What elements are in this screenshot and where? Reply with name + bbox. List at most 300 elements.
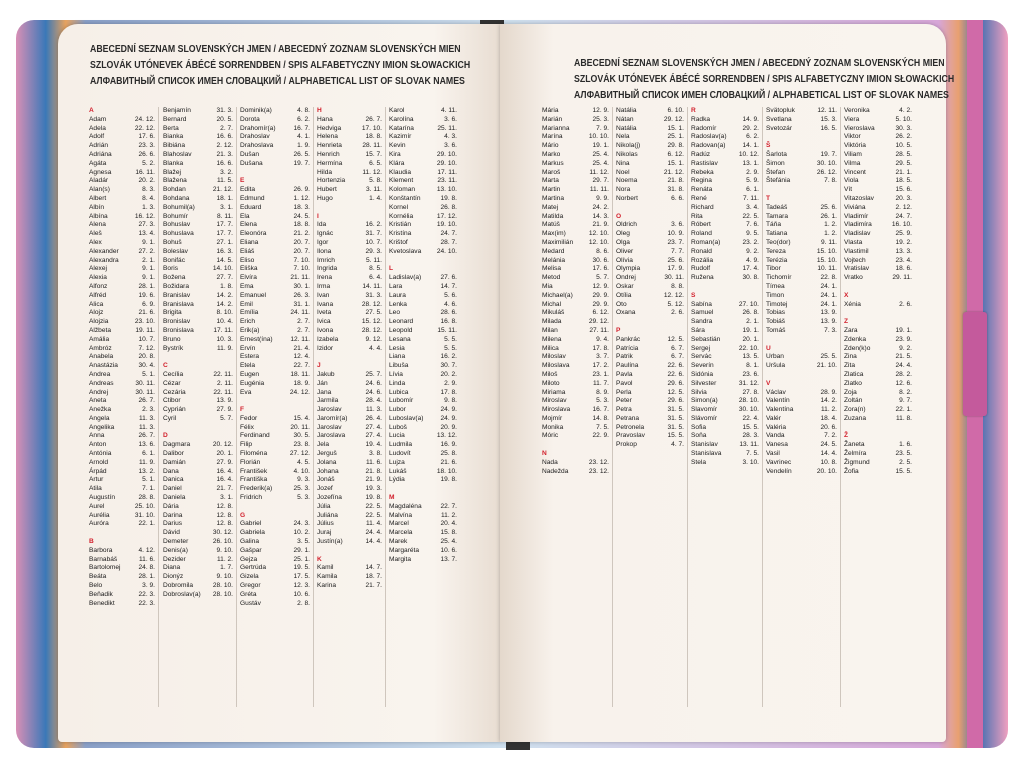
name-entry: [240, 485, 310, 494]
name-entry: [542, 292, 609, 301]
name-entry: [616, 169, 684, 178]
name-day-date: 1. 9.: [297, 142, 310, 150]
name-day-date: 18. 1.: [216, 194, 233, 202]
name-text: Aladár: [89, 177, 109, 185]
name-text: Rudolf: [691, 265, 711, 273]
name-entry: [691, 274, 759, 283]
name-text: Aurélia: [89, 511, 110, 519]
name-entry: [844, 213, 912, 222]
name-entry: [766, 459, 837, 468]
name-entry: [163, 336, 233, 345]
name-day-date: 22. 1.: [138, 520, 155, 528]
name-entry: [766, 221, 837, 230]
name-entry: [844, 177, 912, 186]
name-day-date: 31. 12.: [738, 379, 759, 387]
name-text: Sofia: [691, 423, 707, 431]
name-text: Miriama: [542, 388, 566, 396]
name-text: Blažena: [163, 177, 187, 185]
name-day-date: 31. 1.: [293, 300, 310, 308]
name-text: Bohumír: [163, 212, 188, 220]
name-text: Miroslava: [542, 406, 571, 414]
name-entry: [616, 221, 684, 230]
name-text: Alexia: [89, 274, 107, 282]
name-text: Alex: [89, 238, 102, 246]
name-text: Justín(a): [317, 538, 343, 546]
name-day-date: 20. 7.: [293, 247, 310, 255]
names-column-5: [389, 107, 457, 564]
name-day-date: 25. 1.: [667, 133, 684, 141]
name-entry: [691, 125, 759, 134]
name-entry: [89, 353, 155, 362]
name-entry: [844, 397, 912, 406]
name-day-date: 19. 8.: [440, 194, 457, 202]
name-text: Milena: [542, 335, 562, 343]
name-day-date: 19. 6.: [138, 291, 155, 299]
name-entry: [616, 309, 684, 318]
name-entry: [691, 230, 759, 239]
name-text: Alojzia: [89, 318, 109, 326]
name-text: Tadeáš: [766, 203, 788, 211]
name-text: Árpád: [89, 467, 107, 475]
name-day-date: 5. 3.: [596, 397, 609, 405]
name-text: Bohuslava: [163, 230, 194, 238]
name-text: Laura: [389, 291, 406, 299]
name-day-date: 17. 7.: [216, 230, 233, 238]
name-day-date: 17. 7.: [216, 221, 233, 229]
name-day-date: 21. 3.: [216, 150, 233, 158]
name-day-date: 8. 5.: [369, 265, 382, 273]
name-entry: [240, 345, 310, 354]
name-day-date: 24. 9.: [440, 406, 457, 414]
name-text: Dorota: [240, 115, 260, 123]
name-day-date: 15. 5.: [667, 432, 684, 440]
name-entry: [89, 450, 155, 459]
name-entry: [389, 353, 457, 362]
name-entry: [542, 204, 609, 213]
name-text: Viktor: [844, 133, 861, 141]
name-text: Ján: [317, 379, 328, 387]
name-day-date: 17. 8.: [440, 388, 457, 396]
name-day-date: 15. 6.: [895, 186, 912, 194]
name-entry: [616, 362, 684, 371]
name-entry: [542, 221, 609, 230]
letter-heading: P: [616, 326, 621, 334]
name-day-date: 24. 2.: [592, 203, 609, 211]
name-day-date: 10. 6.: [440, 546, 457, 554]
name-day-date: 30. 6.: [592, 256, 609, 264]
letter-heading: L: [389, 265, 394, 273]
name-entry: [317, 389, 382, 398]
name-day-date: 11. 9.: [216, 344, 233, 352]
name-day-date: 4. 9.: [746, 256, 759, 264]
name-entry: [389, 327, 457, 336]
column-divider: [385, 107, 386, 707]
name-day-date: 8. 8.: [671, 282, 684, 290]
name-entry: [766, 406, 837, 415]
name-entry: [240, 389, 310, 398]
name-text: František: [240, 467, 268, 475]
spacer: [240, 503, 310, 512]
name-day-date: 21. 7.: [365, 582, 382, 590]
name-text: Noema: [616, 177, 638, 185]
name-entry: [691, 142, 759, 151]
name-entry: [240, 274, 310, 283]
name-day-date: 29. 2.: [742, 124, 759, 132]
name-entry: [163, 380, 233, 389]
letter-heading: U: [766, 344, 771, 352]
name-entry: [389, 274, 457, 283]
name-entry: [691, 257, 759, 266]
name-entry: [616, 125, 684, 134]
name-day-date: 7. 1.: [142, 485, 155, 493]
name-text: Hilda: [317, 168, 333, 176]
name-text: Jozefína: [317, 494, 342, 502]
name-day-date: 13. 1.: [742, 159, 759, 167]
name-day-date: 18. 3.: [293, 203, 310, 211]
name-text: Ignác: [317, 230, 334, 238]
name-text: Fridrich: [240, 494, 262, 502]
name-text: Jozef: [317, 485, 333, 493]
name-day-date: 10. 12.: [738, 150, 759, 158]
name-entry: [844, 389, 912, 398]
name-text: Gregor: [240, 582, 261, 590]
name-entry: [389, 556, 457, 565]
name-day-date: 3. 5.: [297, 538, 310, 546]
name-text: Zita: [844, 362, 855, 370]
name-day-date: 12. 4.: [293, 353, 310, 361]
name-day-date: 25. 3.: [592, 115, 609, 123]
name-day-date: 26. 6.: [138, 150, 155, 158]
name-text: Diana: [163, 564, 181, 572]
name-entry: [616, 151, 684, 160]
name-text: Stanislav: [691, 441, 718, 449]
name-entry: [389, 239, 457, 248]
name-entry: [89, 248, 155, 257]
name-text: Ctibor: [163, 397, 181, 405]
name-entry: [691, 432, 759, 441]
name-entry: [389, 309, 457, 318]
name-day-date: 26. 7.: [138, 397, 155, 405]
letter-heading: F: [240, 406, 245, 414]
name-entry: [691, 221, 759, 230]
name-day-date: 22. 3.: [138, 590, 155, 598]
name-text: Eleonóra: [240, 230, 267, 238]
name-text: Zara: [844, 326, 858, 334]
name-day-date: 5. 5.: [444, 344, 457, 352]
name-entry: [844, 204, 912, 213]
name-text: Igor: [317, 238, 329, 246]
name-day-date: 5. 11.: [365, 256, 382, 264]
name-text: Jaroslava: [317, 432, 346, 440]
name-day-date: 7. 12.: [138, 344, 155, 352]
letter-heading: X: [844, 291, 849, 299]
name-text: Natália: [616, 107, 637, 114]
names-column-4: [317, 107, 382, 591]
name-entry: [542, 195, 609, 204]
name-text: Lesana: [389, 335, 411, 343]
name-entry: [89, 221, 155, 230]
name-text: Henrich: [317, 150, 340, 158]
name-text: Hana: [317, 115, 333, 123]
name-day-date: 22. 5.: [365, 502, 382, 510]
letter-heading: T: [766, 194, 771, 202]
name-day-date: 16. 7.: [592, 406, 609, 414]
name-entry: [616, 397, 684, 406]
name-text: Oliver: [616, 247, 634, 255]
name-day-date: 24. 6.: [365, 379, 382, 387]
name-day-date: 19. 7.: [820, 150, 837, 158]
name-text: Alexej: [89, 265, 107, 273]
spacer: [844, 309, 912, 318]
name-day-date: 12. 9.: [592, 107, 609, 114]
name-day-date: 16. 4.: [216, 476, 233, 484]
name-day-date: 25. 6.: [820, 203, 837, 211]
name-day-date: 9. 10.: [216, 546, 233, 554]
names-column-9: [766, 107, 837, 476]
name-day-date: 25. 4.: [592, 159, 609, 167]
pen-loop[interactable]: [963, 312, 987, 416]
name-text: Petronela: [616, 423, 645, 431]
name-day-date: 21. 4.: [293, 344, 310, 352]
name-text: Valér: [766, 414, 781, 422]
name-day-date: 22. 7.: [440, 502, 457, 510]
name-day-date: 8. 3.: [142, 186, 155, 194]
name-text: Lenka: [389, 300, 407, 308]
name-text: Servác: [691, 353, 712, 361]
name-text: Táňa: [766, 221, 782, 229]
name-entry: [317, 485, 382, 494]
right-page-title-line-2: SZLOVÁK UTÓNEVEK ÁBÉCÉ SORRENDBEN / SPIS ALFABETYCZNY IMION SŁOWACKICH: [574, 74, 955, 85]
name-text: Belo: [89, 582, 103, 590]
name-day-date: 22. 6.: [667, 362, 684, 370]
name-entry: [163, 582, 233, 591]
spacer: [766, 336, 837, 345]
name-text: Alica: [89, 300, 104, 308]
name-entry: [691, 133, 759, 142]
name-day-date: 16. 5.: [820, 124, 837, 132]
name-day-date: 5. 1.: [142, 476, 155, 484]
name-text: Dobromila: [163, 582, 194, 590]
name-entry: [691, 424, 759, 433]
name-day-date: 24. 1.: [820, 282, 837, 290]
name-day-date: 4. 8.: [297, 107, 310, 114]
name-text: Kristián: [389, 221, 411, 229]
name-text: Monika: [542, 423, 564, 431]
name-day-date: 28. 10.: [212, 582, 233, 590]
name-text: Matilda: [542, 212, 564, 220]
name-text: Bronislava: [163, 326, 194, 334]
name-entry: [691, 371, 759, 380]
name-day-date: 6. 7.: [671, 353, 684, 361]
name-day-date: 12. 10.: [588, 238, 609, 246]
name-entry: [616, 142, 684, 151]
name-entry: [389, 529, 457, 538]
name-text: Tobiáš: [766, 318, 786, 326]
name-entry: [389, 230, 457, 239]
name-text: Jela: [317, 441, 330, 449]
name-text: Alžbeta: [89, 326, 111, 334]
name-day-date: 16. 2.: [440, 353, 457, 361]
name-day-date: 3. 9.: [142, 582, 155, 590]
name-text: Demeter: [163, 538, 189, 546]
name-text: Dária: [163, 502, 179, 510]
name-day-date: 24. 1.: [820, 291, 837, 299]
name-text: Zina: [844, 353, 857, 361]
name-text: Gabriel: [240, 520, 262, 528]
name-day-date: 22. 5.: [742, 212, 759, 220]
name-day-date: 14. 3.: [592, 212, 609, 220]
name-day-date: 23. 2.: [742, 238, 759, 246]
name-text: Margita: [389, 555, 411, 563]
name-day-date: 28. 11.: [362, 142, 382, 150]
name-day-date: 2. 9.: [746, 168, 759, 176]
name-day-date: 11. 6.: [365, 458, 382, 466]
name-entry: [89, 406, 155, 415]
letter-heading: K: [317, 555, 322, 563]
name-text: Kamil: [317, 564, 334, 572]
name-entry: [163, 177, 233, 186]
name-text: René: [691, 194, 707, 202]
name-text: Dionýz: [163, 573, 184, 581]
name-day-date: 13. 9.: [820, 318, 837, 326]
name-day-date: 9. 7.: [899, 397, 912, 405]
name-text: Luboslav(a): [389, 414, 424, 422]
name-day-date: 24. 3.: [293, 520, 310, 528]
name-text: Urban: [766, 353, 784, 361]
name-entry: [616, 116, 684, 125]
name-text: Galina: [240, 538, 260, 546]
name-entry: [844, 362, 912, 371]
name-day-date: 3. 6.: [444, 142, 457, 150]
name-text: Vieroslava: [844, 124, 875, 132]
name-entry: [240, 142, 310, 151]
name-entry: [317, 520, 382, 529]
spacer: [389, 257, 457, 266]
name-day-date: 20. 1.: [742, 335, 759, 343]
name-text: Leonard: [389, 318, 414, 326]
name-entry: [163, 503, 233, 512]
name-text: Veronika: [844, 107, 870, 114]
name-text: Zden(k)o: [844, 344, 871, 352]
name-entry: [766, 116, 837, 125]
name-text: Gizela: [240, 573, 259, 581]
name-day-date: 28. 3.: [742, 432, 759, 440]
name-text: Dagmara: [163, 441, 191, 449]
name-text: Miloto: [542, 379, 560, 387]
name-day-date: 31. 8.: [667, 186, 684, 194]
name-text: Hortenzia: [317, 177, 346, 185]
name-text: Alojz: [89, 309, 104, 317]
name-day-date: 7. 5.: [596, 423, 609, 431]
name-entry: [240, 591, 310, 600]
left-page-title-line-1: ABECEDNÍ SEZNAM SLOVENSKÝCH JMEN / ABECEDNÝ ZOZNAM SLOVENSKÝCH MIEN: [90, 44, 461, 55]
name-entry: [89, 591, 155, 600]
name-day-date: 29. 9.: [592, 291, 609, 299]
name-day-date: 14. 7.: [440, 282, 457, 290]
name-text: Barbora: [89, 546, 113, 554]
name-entry: [389, 547, 457, 556]
name-entry: [89, 600, 155, 609]
name-entry: [766, 283, 837, 292]
name-day-date: 9. 4.: [596, 335, 609, 343]
name-entry: [163, 538, 233, 547]
name-entry: [691, 301, 759, 310]
name-text: Miloš: [542, 370, 558, 378]
name-entry: [240, 336, 310, 345]
name-text: Klaudia: [389, 168, 411, 176]
name-entry: [317, 230, 382, 239]
spacer: [317, 204, 382, 213]
name-text: Ružena: [691, 274, 714, 282]
name-entry: [691, 345, 759, 354]
name-day-date: 4. 7.: [671, 441, 684, 449]
name-day-date: 21. 2.: [293, 230, 310, 238]
name-day-date: 10. 7.: [365, 238, 382, 246]
name-text: Katarína: [389, 124, 414, 132]
name-text: Vitazoslav: [844, 194, 874, 202]
name-day-date: 2. 1.: [142, 256, 155, 264]
name-entry: [163, 591, 233, 600]
name-entry: [389, 450, 457, 459]
name-day-date: 6. 2.: [297, 115, 310, 123]
name-text: Cecília: [163, 370, 184, 378]
name-text: Pavol: [616, 379, 633, 387]
name-entry: [163, 142, 233, 151]
name-day-date: 9. 11.: [820, 238, 837, 246]
name-day-date: 6. 1.: [142, 450, 155, 458]
name-text: Klára: [389, 159, 405, 167]
name-text: Florián: [240, 458, 261, 466]
name-entry: [389, 195, 457, 204]
name-text: Jaromír(a): [317, 414, 348, 422]
name-text: Tibor: [766, 265, 781, 273]
name-day-date: 20. 3.: [895, 194, 912, 202]
name-entry: [616, 177, 684, 186]
name-entry: [89, 415, 155, 424]
name-text: Simon(a): [691, 397, 718, 405]
name-text: Oxana: [616, 309, 636, 317]
name-text: Liana: [389, 353, 406, 361]
name-day-date: 15. 10.: [816, 256, 837, 264]
name-text: Dominik(a): [240, 107, 272, 114]
name-day-date: 4. 1.: [297, 133, 310, 141]
name-day-date: 29. 6.: [667, 379, 684, 387]
name-entry: [844, 221, 912, 230]
name-day-date: 13. 6.: [138, 441, 155, 449]
name-text: Július: [317, 520, 334, 528]
name-entry: [163, 301, 233, 310]
name-text: Tamara: [766, 212, 788, 220]
name-entry: [163, 107, 233, 116]
name-text: Benjamín: [163, 107, 191, 114]
name-day-date: 26. 2.: [895, 133, 912, 141]
name-entry: [542, 186, 609, 195]
name-entry: [616, 283, 684, 292]
name-entry: [89, 556, 155, 565]
name-day-date: 8. 6.: [596, 247, 609, 255]
name-entry: [766, 318, 837, 327]
name-text: Marta: [542, 177, 559, 185]
name-day-date: 12. 8.: [216, 520, 233, 528]
name-day-date: 17. 9.: [667, 265, 684, 273]
name-entry: [389, 142, 457, 151]
name-day-date: 1. 8.: [220, 282, 233, 290]
name-entry: [389, 107, 457, 116]
spacer: [240, 169, 310, 178]
name-text: Františka: [240, 476, 268, 484]
name-entry: [89, 301, 155, 310]
name-day-date: 13. 2.: [138, 467, 155, 475]
